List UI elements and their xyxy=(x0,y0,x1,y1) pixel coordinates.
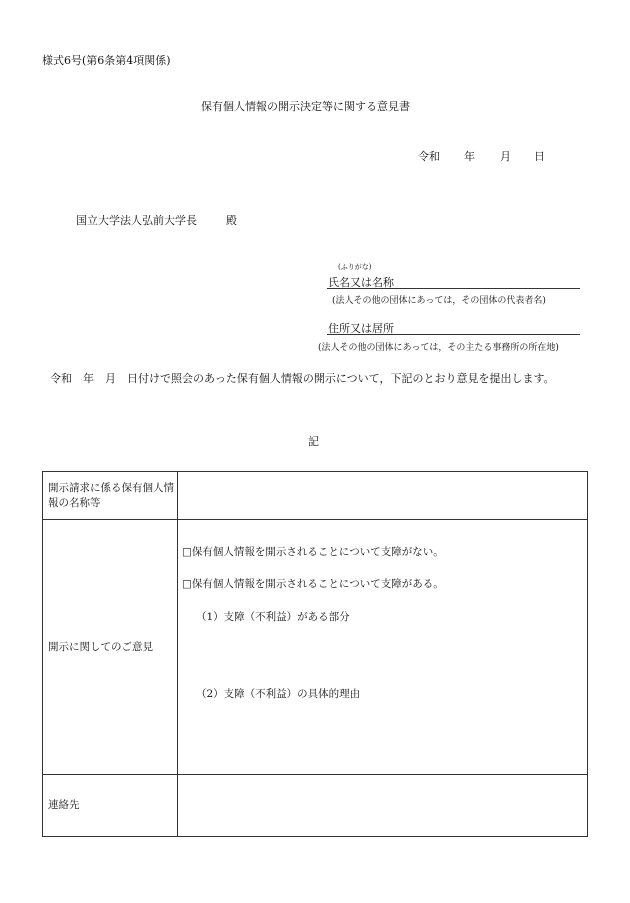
addressee-honorific: 殿 xyxy=(226,214,237,227)
form-number: 様式6号(第6条第4項関係) xyxy=(42,54,171,67)
opinion-cell[interactable] xyxy=(178,520,588,775)
table-row xyxy=(43,472,588,520)
date-year: 年 xyxy=(464,150,475,163)
opinion-label: 開示に関してのご意見 xyxy=(43,520,178,775)
request-name-cell[interactable] xyxy=(178,472,588,520)
option-issue[interactable]: □保有個人情報を開示されることについて支障がある。 xyxy=(182,578,444,590)
table-row xyxy=(43,775,588,837)
name-label: 氏名又は名称 xyxy=(328,276,394,289)
date-era: 令和 xyxy=(418,150,440,163)
sub-item-1: （1）支障（不利益）がある部分 xyxy=(196,611,350,623)
document-title: 保有個人情報の開示決定等に関する意見書 xyxy=(201,100,410,113)
opinion-form-table xyxy=(42,471,588,837)
addressee-name: 国立大学法人弘前大学長 xyxy=(76,214,197,227)
option-no-issue[interactable]: □保有個人情報を開示されることについて支障がない。 xyxy=(182,546,444,558)
request-name-label xyxy=(43,472,178,520)
address-underline xyxy=(327,334,580,335)
date-day: 日 xyxy=(534,150,545,163)
name-note: (法人その他の団体にあっては，その団体の代表者名) xyxy=(332,296,546,306)
furigana-label: (ふりがな) xyxy=(338,263,372,271)
address-label: 住所又は居所 xyxy=(328,322,394,335)
name-underline xyxy=(327,288,580,289)
date-month: 月 xyxy=(500,150,511,163)
request-name-label-text: 開示請求に係る保有個人情報の名称等 xyxy=(48,481,174,509)
contact-cell[interactable] xyxy=(178,775,588,837)
table-row xyxy=(43,520,588,775)
ki-heading: 記 xyxy=(308,435,319,448)
sub-item-2: （2）支障（不利益）の具体的理由 xyxy=(196,688,361,700)
body-text: 令和 年 月 日付けで照会のあった保有個人情報の開示について，下記のとおり意見を提出します。 xyxy=(50,372,555,385)
address-note: (法人その他の団体にあっては，その主たる事務所の所在地) xyxy=(318,343,559,353)
contact-label: 連絡先 xyxy=(43,775,178,837)
